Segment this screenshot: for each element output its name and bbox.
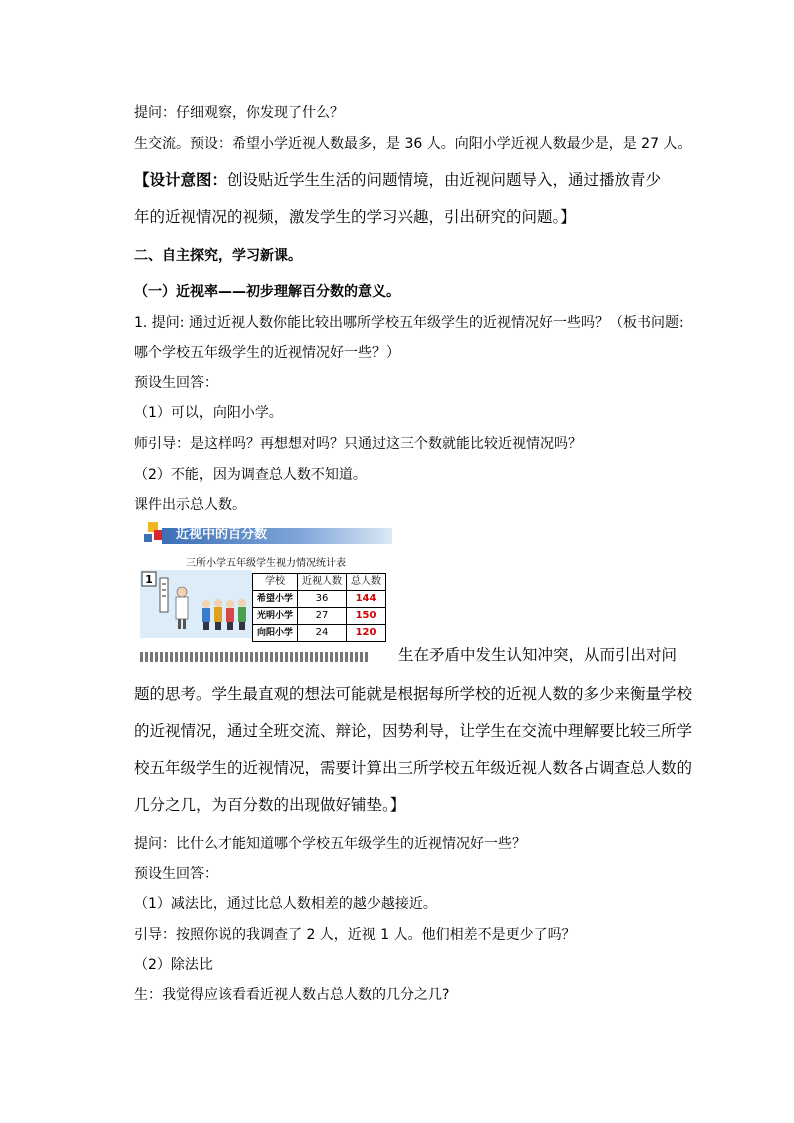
school-name: 向阳小学	[253, 625, 298, 642]
table-row	[253, 591, 386, 608]
header-total: 总人数	[347, 574, 386, 591]
design-intent-1-line-a	[134, 170, 686, 190]
section-heading-2: 二、自主探究，学习新课。	[134, 248, 302, 264]
question-3: 提问：比什么才能知道哪个学校五年级学生的近视情况好一些？	[134, 836, 526, 852]
figure-banner	[140, 522, 392, 546]
total-count: 144	[347, 591, 386, 608]
header-school: 学校	[253, 574, 298, 591]
teacher-guide-1: 师引导：是这样吗？再想想对吗？只通过这三个数就能比较近视情况吗？	[134, 436, 582, 452]
table-header-row	[253, 574, 386, 591]
answer-3: （1）减法比，通过比总人数相差的越少越接近。	[134, 896, 437, 912]
design-intent-text-a: 创设贴近学生生活的问题情境，由近视问题导入，通过播放青少	[227, 171, 662, 189]
student-statement: 生：我觉得应该看看近视人数占总人数的几分之几?	[134, 987, 450, 1003]
vision-statistics-table	[252, 573, 386, 642]
myopic-count: 27	[298, 608, 347, 625]
table-caption: 三所小学五年级学生视力情况统计表	[186, 558, 346, 569]
eye-exam-illustration	[140, 570, 252, 638]
design-intent-2-line-b: 题的思考。学生最直观的想法可能就是根据每所学校的近视人数的多少来衡量学校	[134, 685, 693, 703]
banner-title: 近视中的百分数	[176, 527, 268, 542]
total-count: 120	[347, 625, 386, 642]
obscured-garble	[140, 652, 370, 662]
school-name: 光明小学	[253, 608, 298, 625]
myopic-count: 36	[298, 591, 347, 608]
answer-2: （2）不能，因为调查总人数不知道。	[134, 467, 367, 483]
design-intent-label: 【设计意图：	[134, 171, 228, 189]
illustration-svg	[140, 570, 252, 638]
design-intent-1-line-b: 年的近视情况的视频，激发学生的学习兴趣，引出研究的问题。】	[134, 208, 576, 226]
preset-answer-label-2: 预设生回答：	[134, 866, 218, 882]
table-row	[253, 625, 386, 642]
question-observe: 提问：仔细观察，你发现了什么？	[134, 105, 344, 121]
question-2-line-a: 1. 提问: 通过近视人数你能比较出哪所学校五年级学生的近视情况好一些吗？（板书问题:	[134, 315, 684, 331]
design-intent-2-line-a: 生在矛盾中发生认知冲突，从而引出对问	[398, 646, 678, 664]
courseware-figure	[140, 518, 392, 646]
myopic-count: 24	[298, 625, 347, 642]
badge-number: 1	[145, 573, 153, 586]
total-count: 150	[347, 608, 386, 625]
courseware-note: 课件出示总人数。	[134, 497, 246, 513]
design-intent-2-line-d: 校五年级学生的近视情况，需要计算出三所学校五年级近视人数各占调查总人数的	[134, 759, 693, 777]
obscured-text-fragment	[134, 646, 392, 664]
school-name: 希望小学	[253, 591, 298, 608]
design-intent-2-line-c: 的近视情况，通过全班交流、辩论，因势利导，让学生在交流中理解要比较三所学	[134, 722, 693, 740]
preset-answer-label-1: 预设生回答：	[134, 375, 218, 391]
table-row	[253, 608, 386, 625]
student-exchange: 生交流。预设：希望小学近视人数最多，是 36 人。向阳小学近视人数最少是，是 27 人。	[134, 136, 692, 152]
answer-4: （2）除法比	[134, 957, 213, 973]
header-myopic: 近视人数	[298, 574, 347, 591]
design-intent-2-line-e: 几分之几，为百分数的出现做好铺垫。】	[134, 796, 406, 814]
question-2-line-b: 哪个学校五年级学生的近视情况好一些？）	[134, 345, 400, 361]
banner-deco-square	[144, 534, 152, 542]
answer-1: （1）可以，向阳小学。	[134, 405, 283, 421]
teacher-guide-2: 引导：按照你说的我调查了 2 人，近视 1 人。他们相差不是更少了吗？	[134, 927, 576, 943]
subsection-heading-1: （一）近视率——初步理解百分数的意义。	[134, 284, 400, 300]
